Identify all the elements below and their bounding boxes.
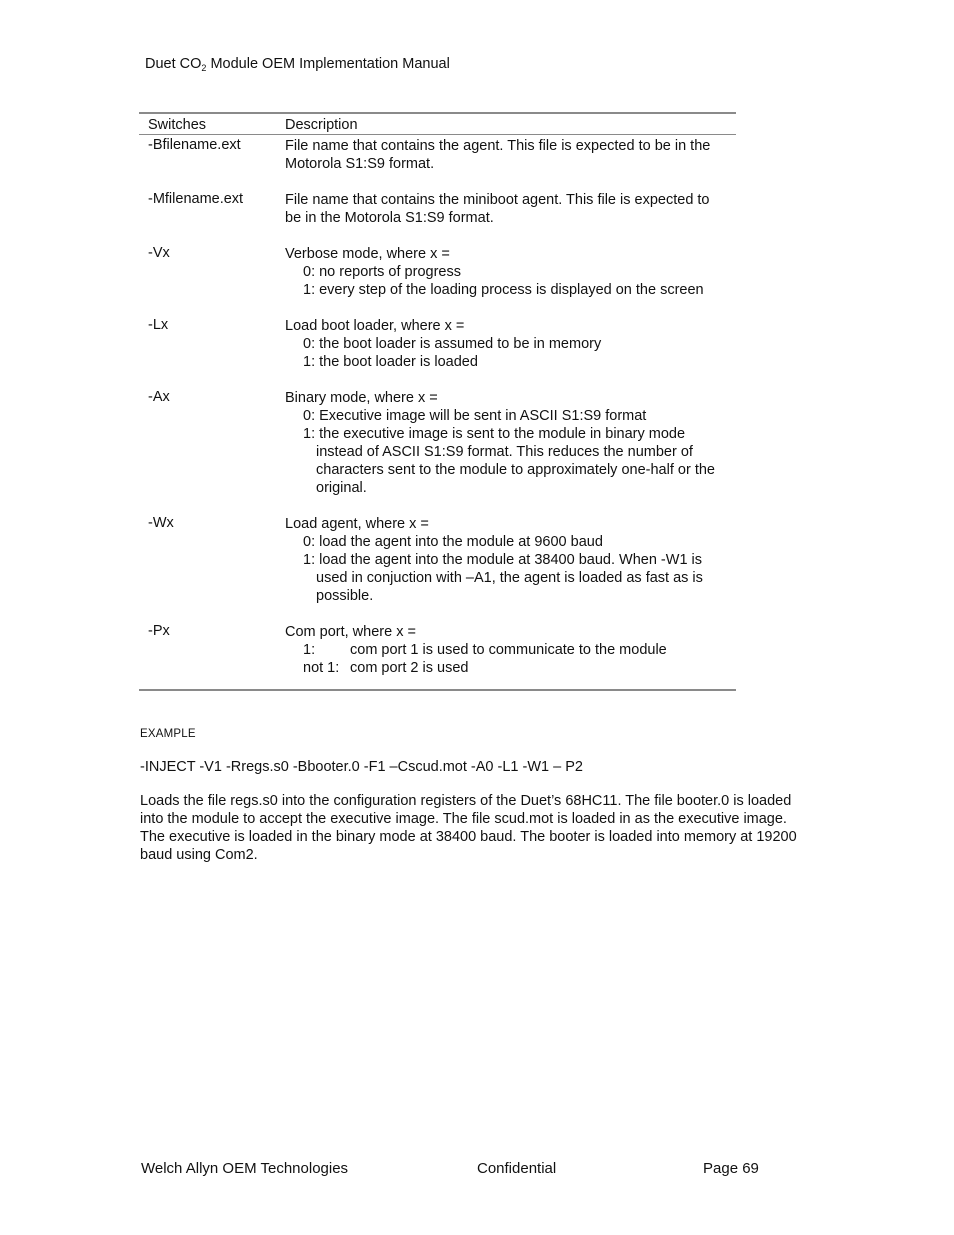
explanation-line: into the module to accept the executive image. The file scud.mot is loaded in as the executive image.	[140, 811, 787, 827]
table-row	[139, 389, 736, 497]
description-line: used in conjuction with –A1, the agent is loaded as fast as is	[316, 570, 703, 586]
description-line: Verbose mode, where x =	[285, 246, 450, 262]
table-bottom-rule	[139, 689, 736, 691]
footer-confidential: Confidential	[477, 1160, 557, 1177]
switch-name: -Lx	[148, 317, 169, 333]
com-port-option	[285, 641, 728, 659]
description-line: File name that contains the miniboot agent. This file is expected to	[285, 192, 710, 208]
switch-name: -Bfilename.ext	[148, 137, 241, 153]
com-port-text: com port 2 is used	[350, 660, 469, 676]
table-row	[139, 191, 736, 227]
com-port-code: 1:	[303, 642, 316, 658]
table-row	[139, 137, 736, 173]
header-title-prefix: Duet CO	[145, 56, 202, 72]
description-line: 0: Executive image will be sent in ASCII S1:S9 format	[303, 408, 647, 424]
column-header-description: Description	[285, 117, 358, 133]
switch-name: -Vx	[148, 245, 170, 261]
switch-description	[285, 191, 728, 227]
switch-description	[285, 317, 728, 371]
table-row-px	[139, 623, 736, 677]
description-line: characters sent to the module to approximately one-half or the	[316, 462, 715, 478]
explanation-line: Loads the file regs.s0 into the configuration registers of the Duet’s 68HC11. The file booter.0 is loaded	[140, 793, 792, 809]
com-port-text: com port 1 is used to communicate to the module	[350, 642, 667, 658]
switch-name: -Ax	[148, 389, 170, 405]
description-line: Motorola S1:S9 format.	[285, 156, 435, 172]
header-title-suffix: Module OEM Implementation Manual	[206, 56, 450, 72]
switch-description	[285, 137, 728, 173]
page-header	[145, 56, 450, 73]
switch-name: -Wx	[148, 515, 174, 531]
switch-description	[285, 389, 728, 497]
description-line: possible.	[316, 588, 374, 604]
table-row	[139, 515, 736, 605]
description-line: be in the Motorola S1:S9 format.	[285, 210, 494, 226]
description-line: instead of ASCII S1:S9 format. This reduces the number of	[316, 444, 693, 460]
description-line: original.	[316, 480, 367, 496]
description-line: 1: the boot loader is loaded	[303, 354, 478, 370]
switch-name: -Px	[148, 623, 170, 639]
switch-description	[285, 245, 728, 299]
description-line: 0: no reports of progress	[303, 264, 461, 280]
example-heading: EXAMPLE	[140, 728, 196, 740]
footer-page-number: Page 69	[703, 1160, 759, 1177]
explanation-line: baud using Com2.	[140, 847, 258, 863]
switches-table	[139, 112, 736, 677]
description-line: 0: the boot loader is assumed to be in memory	[303, 336, 602, 352]
example-explanation	[140, 792, 820, 864]
com-port-option	[285, 659, 728, 677]
description-line: Load boot loader, where x =	[285, 318, 465, 334]
table-header-row	[139, 114, 736, 135]
description-line: 0: load the agent into the module at 9600 baud	[303, 534, 603, 550]
com-port-code: not 1:	[303, 660, 340, 676]
description-line: 1: the executive image is sent to the module in binary mode	[303, 426, 686, 442]
description-line: 1: load the agent into the module at 38400 baud. When -W1 is	[303, 552, 703, 568]
example-command: -INJECT -V1 -Rregs.s0 -Bbooter.0 -F1 –Cscud.mot -A0 -L1 -W1 – P2	[140, 759, 583, 775]
table-row	[139, 245, 736, 299]
table-row	[139, 317, 736, 371]
switch-description	[285, 515, 728, 605]
header-title-subscript: 2	[201, 63, 207, 73]
explanation-line: The executive is loaded in the binary mode at 38400 baud. The booter is loaded into memory at 19200	[140, 829, 797, 845]
column-header-switches: Switches	[148, 117, 207, 133]
description-line: File name that contains the agent. This file is expected to be in the	[285, 138, 711, 154]
switch-description	[285, 623, 728, 677]
footer-company: Welch Allyn OEM Technologies	[141, 1160, 349, 1177]
description-line: Com port, where x =	[285, 624, 416, 640]
switch-name: -Mfilename.ext	[148, 191, 244, 207]
description-line: Load agent, where x =	[285, 516, 429, 532]
description-line: Binary mode, where x =	[285, 390, 438, 406]
description-line: 1: every step of the loading process is displayed on the screen	[303, 282, 704, 298]
